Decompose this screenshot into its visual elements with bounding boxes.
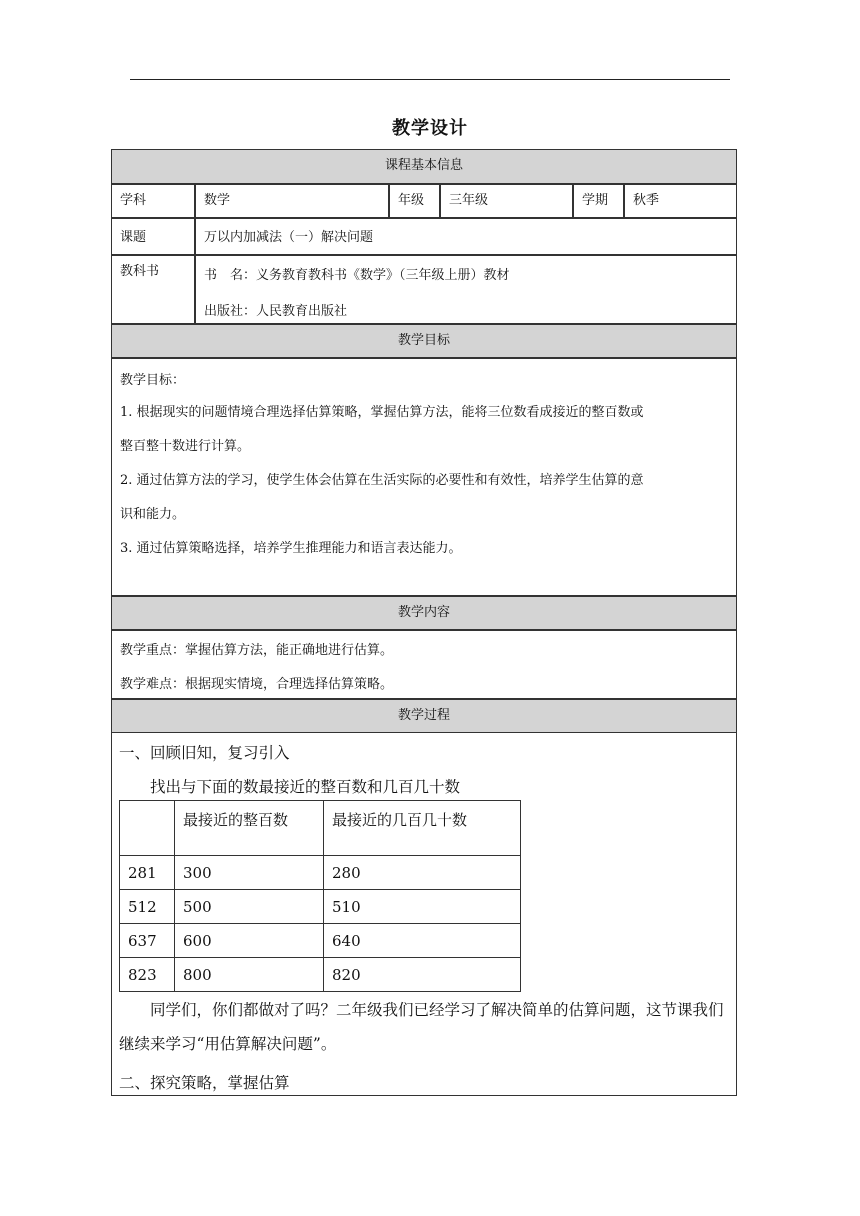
subject-value: 数学 [195,184,389,218]
table-cell: 823 [120,958,175,992]
content-body [111,630,737,699]
textbook-name: 书 名：义务教育教科书《数学》（三年级上册）教材 [204,268,510,283]
step-2-heading: 二、探究策略，掌握估算 [119,1074,290,1092]
section-header-objectives: 教学目标 [111,324,737,358]
intro-paragraph: 同学们，你们都做对了吗？二年级我们已经学习了解决简单的估算问题，这节课我们继续来学习“用估算解决问题”。 [119,1001,724,1053]
table-cell: 510 [324,890,521,924]
step-1-heading: 一、回顾旧知，复习引入 [119,744,290,762]
table-row [120,924,521,958]
task-instruction: 找出与下面的数最接近的整百数和几百几十数 [150,778,461,796]
key-point: 教学重点：掌握估算方法，能正确地进行估算。 [120,643,394,658]
rounding-table [119,800,521,992]
grade-label: 年级 [389,184,440,218]
table-cell: 500 [175,890,324,924]
topic-label: 课题 [111,218,195,255]
table-row [120,856,521,890]
header-rule [130,79,730,80]
topic-value: 万以内加减法（一）解决问题 [195,218,737,255]
table-cell: 512 [120,890,175,924]
section-header-basic-info: 课程基本信息 [111,149,737,184]
difficulty-point: 教学难点：根据现实情境，合理选择估算策略。 [120,677,394,692]
section-header-process: 教学过程 [111,699,737,733]
table-cell: 637 [120,924,175,958]
table-row [120,958,521,992]
objectives-heading: 教学目标： [120,373,186,388]
term-value: 秋季 [624,184,737,218]
grade-value: 三年级 [440,184,573,218]
subject-label: 学科 [111,184,195,218]
objective-2-line-2: 识和能力。 [120,507,186,522]
table-cell: 820 [324,958,521,992]
table-header-cell: 最接近的几百几十数 [324,801,521,856]
table-row [120,890,521,924]
objective-3: 3. 通过估算策略选择，培养学生推理能力和语言表达能力。 [120,541,462,556]
objectives-body [111,358,737,596]
table-cell: 640 [324,924,521,958]
table-cell: 300 [175,856,324,890]
page-title: 教学设计 [392,118,468,139]
table-cell: 281 [120,856,175,890]
table-header-cell [120,801,175,856]
objective-1-line-2: 整百整十数进行计算。 [120,439,251,454]
table-header-cell: 最接近的整百数 [175,801,324,856]
table-cell: 800 [175,958,324,992]
table-cell: 280 [324,856,521,890]
textbook-publisher: 出版社：人民教育出版社 [204,304,348,319]
textbook-label: 教科书 [111,255,195,324]
objective-1-line-1: 1. 根据现实的问题情境合理选择估算策略，掌握估算方法，能将三位数看成接近的整百数或 [120,405,644,420]
term-label: 学期 [573,184,624,218]
section-header-content: 教学内容 [111,596,737,630]
textbook-value [195,255,737,324]
objective-2-line-1: 2. 通过估算方法的学习，使学生体会估算在生活实际的必要性和有效性，培养学生估算的意 [120,473,644,488]
table-header-row [120,801,521,856]
table-cell: 600 [175,924,324,958]
